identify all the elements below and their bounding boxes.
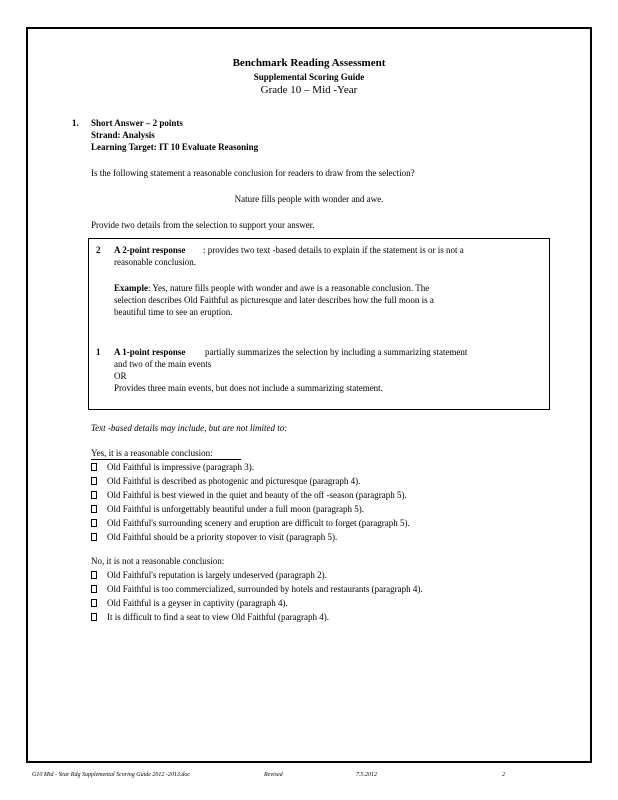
one-point-label: A 1-point response [114,347,186,357]
bullet-icon [91,613,97,621]
footer-filename: G10 Mid - Year Rdg Supplemental Scoring Guide 2012 -2013.doc [32,772,191,778]
bullet-icon [91,571,97,579]
learning-target: Learning Target: IT 10 Evaluate Reasoning [91,142,259,152]
example-label: Example [114,283,149,293]
bullet-icon [91,519,97,527]
no-item: Old Faithful is a geyser in captivity (paragraph 4). [91,598,288,608]
no-item: Old Faithful is too commercialized, surrounded by hotels and restaurants (paragraph 4). [91,584,423,594]
bullet-icon [91,505,97,513]
example-line-3: beautiful time to see an eruption. [114,307,233,317]
yes-item: Old Faithful is unforgettably beautiful under a full moon (paragraph 5). [91,504,364,514]
one-point-line-2: and two of the main events [114,359,212,369]
question-statement: Nature fills people with wonder and awe. [234,194,384,204]
footer-date: 7.5.2012 [356,772,377,778]
document-title: Benchmark Reading Assessment [232,57,386,69]
yes-item: Old Faithful is best viewed in the quiet and beauty of the off -season (paragraph 5). [91,490,407,500]
score-2: 2 [96,245,101,255]
question-type: Short Answer – 2 points [91,118,183,128]
one-point-line-1: partially summarizes the selection by including a summarizing statement [205,347,468,357]
yes-item: Old Faithful is described as photogenic and picturesque (paragraph 4). [91,476,360,486]
bullet-icon [91,463,97,471]
yes-heading-underline [91,459,241,460]
yes-item: Old Faithful should be a priority stopover to visit (paragraph 5). [91,532,337,542]
one-point-line-3: Provides three main events, but does not include a summarizing statement. [114,383,383,393]
no-item: Old Faithful's reputation is largely undeserved (paragraph 2). [91,570,327,580]
score-1: 1 [96,347,101,357]
yes-heading: Yes, it is a reasonable conclusion: [91,448,213,458]
example-line-2: selection describes Old Faithful as picturesque and later describes how the full moon is a [114,295,434,305]
bullet-icon [91,477,97,485]
footer-page-number: 2 [502,772,505,778]
no-item: It is difficult to find a seat to view Old Faithful (paragraph 4). [91,612,329,622]
bullet-icon [91,491,97,499]
one-point-or: OR [114,371,127,381]
no-heading: No, it is not a reasonable conclusion: [91,556,225,566]
two-point-label: A 2-point response [114,245,186,255]
bullet-icon [91,533,97,541]
yes-item: Old Faithful is impressive (paragraph 3). [91,462,254,472]
question-instruction: Provide two details from the selection to support your answer. [91,220,315,230]
footer-status: Revised [264,772,283,778]
grade-label: Grade 10 – Mid -Year [260,84,358,96]
two-point-line-2: reasonable conclusion. [114,257,196,267]
question-number: 1. [72,118,79,128]
document-subtitle: Supplemental Scoring Guide [253,72,365,82]
details-intro: Text -based details may include, but are not limited to: [91,423,288,433]
bullet-icon [91,585,97,593]
question-prompt: Is the following statement a reasonable conclusion for readers to draw from the selection? [91,168,415,178]
strand: Strand: Analysis [91,130,155,140]
two-point-line-1: : provides two text -based details to explain if the statement is or is not a [203,245,464,255]
yes-item: Old Faithful's surrounding scenery and eruption are difficult to forget (paragraph 5). [91,518,410,528]
bullet-icon [91,599,97,607]
example-line-1: : Yes, nature fills people with wonder and awe is a reasonable conclusion. The [148,283,430,293]
